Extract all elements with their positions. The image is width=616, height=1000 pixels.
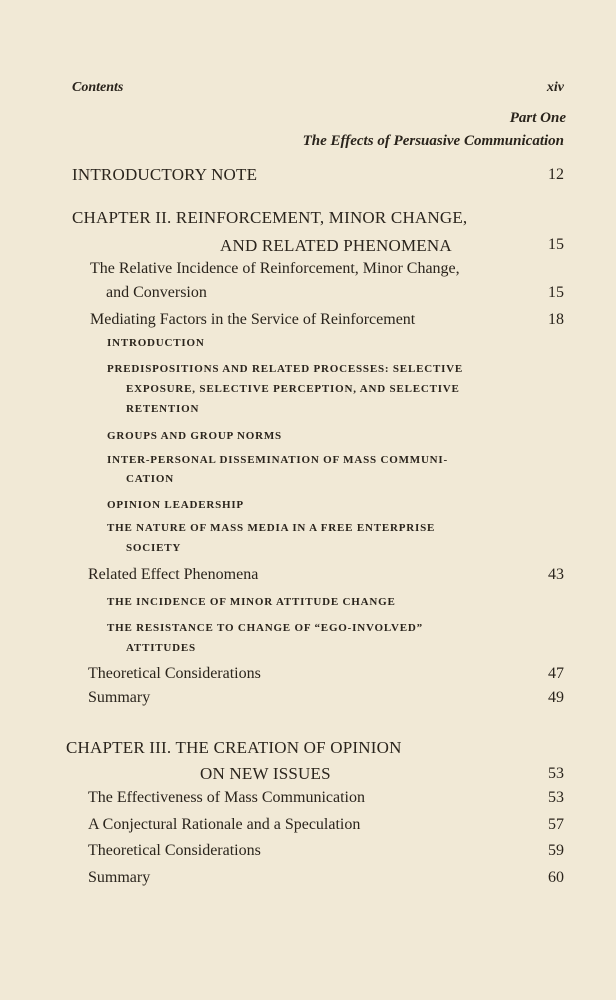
toc-page: 53 [548, 789, 564, 806]
toc-subsection: PREDISPOSITIONS AND RELATED PROCESSES: SELECTIVE [107, 363, 464, 375]
toc-subsection: GROUPS AND GROUP NORMS [107, 430, 282, 442]
toc-subsection: SOCIETY [126, 542, 182, 554]
chapter-title: AND RELATED PHENOMENA [220, 236, 452, 255]
toc-page: 12 [548, 166, 564, 183]
toc-subsection: CATION [126, 473, 174, 485]
chapter-title: ON NEW ISSUES [200, 764, 331, 783]
toc-section: Related Effect Phenomena [88, 566, 259, 583]
toc-page: 18 [548, 311, 564, 328]
toc-subsection: THE NATURE OF MASS MEDIA IN A FREE ENTERPRISE [107, 522, 436, 534]
toc-page: 49 [548, 689, 564, 706]
toc-subsection: INTER-PERSONAL DISSEMINATION OF MASS COMMUNI- [107, 454, 448, 466]
toc-subsection: THE RESISTANCE TO CHANGE OF “EGO-INVOLVED” [107, 622, 423, 634]
part-label: Part One [509, 110, 566, 126]
toc-page: 57 [548, 816, 564, 833]
toc-page: 15 [548, 236, 564, 253]
toc-page: 53 [548, 765, 564, 782]
toc-section: A Conjectural Rationale and a Speculation [88, 816, 361, 833]
toc-section: Theoretical Considerations [88, 842, 261, 859]
toc-section: Mediating Factors in the Service of Reinforcement [90, 311, 416, 328]
chapter-title: CHAPTER III. THE CREATION OF OPINION [66, 738, 402, 757]
toc-page: 60 [548, 869, 564, 886]
toc-section: The Effectiveness of Mass Communication [88, 789, 365, 806]
toc-page: 43 [548, 566, 564, 583]
toc-section: The Relative Incidence of Reinforcement, Minor Change, [90, 260, 460, 277]
toc-page: 15 [548, 284, 564, 301]
toc-section: Summary [88, 689, 151, 706]
toc-subsection: INTRODUCTION [107, 337, 205, 349]
running-head-left: Contents [72, 80, 124, 95]
toc-subsection: OPINION LEADERSHIP [107, 499, 244, 511]
toc-subsection: EXPOSURE, SELECTIVE PERCEPTION, AND SELECTIVE [126, 383, 460, 395]
part-title: The Effects of Persuasive Communication [302, 133, 564, 149]
chapter-title: CHAPTER II. REINFORCEMENT, MINOR CHANGE, [72, 208, 468, 227]
toc-subsection: THE INCIDENCE OF MINOR ATTITUDE CHANGE [107, 596, 396, 608]
toc-section: Summary [88, 869, 151, 886]
toc-section: and Conversion [106, 284, 207, 301]
toc-page: 59 [548, 842, 564, 859]
toc-page: 47 [548, 665, 564, 682]
toc-section: Theoretical Considerations [88, 665, 261, 682]
toc-intro: INTRODUCTORY NOTE [72, 165, 258, 184]
page-number-header: xiv [546, 80, 564, 95]
toc-subsection: RETENTION [126, 403, 200, 415]
toc-subsection: ATTITUDES [126, 642, 196, 654]
